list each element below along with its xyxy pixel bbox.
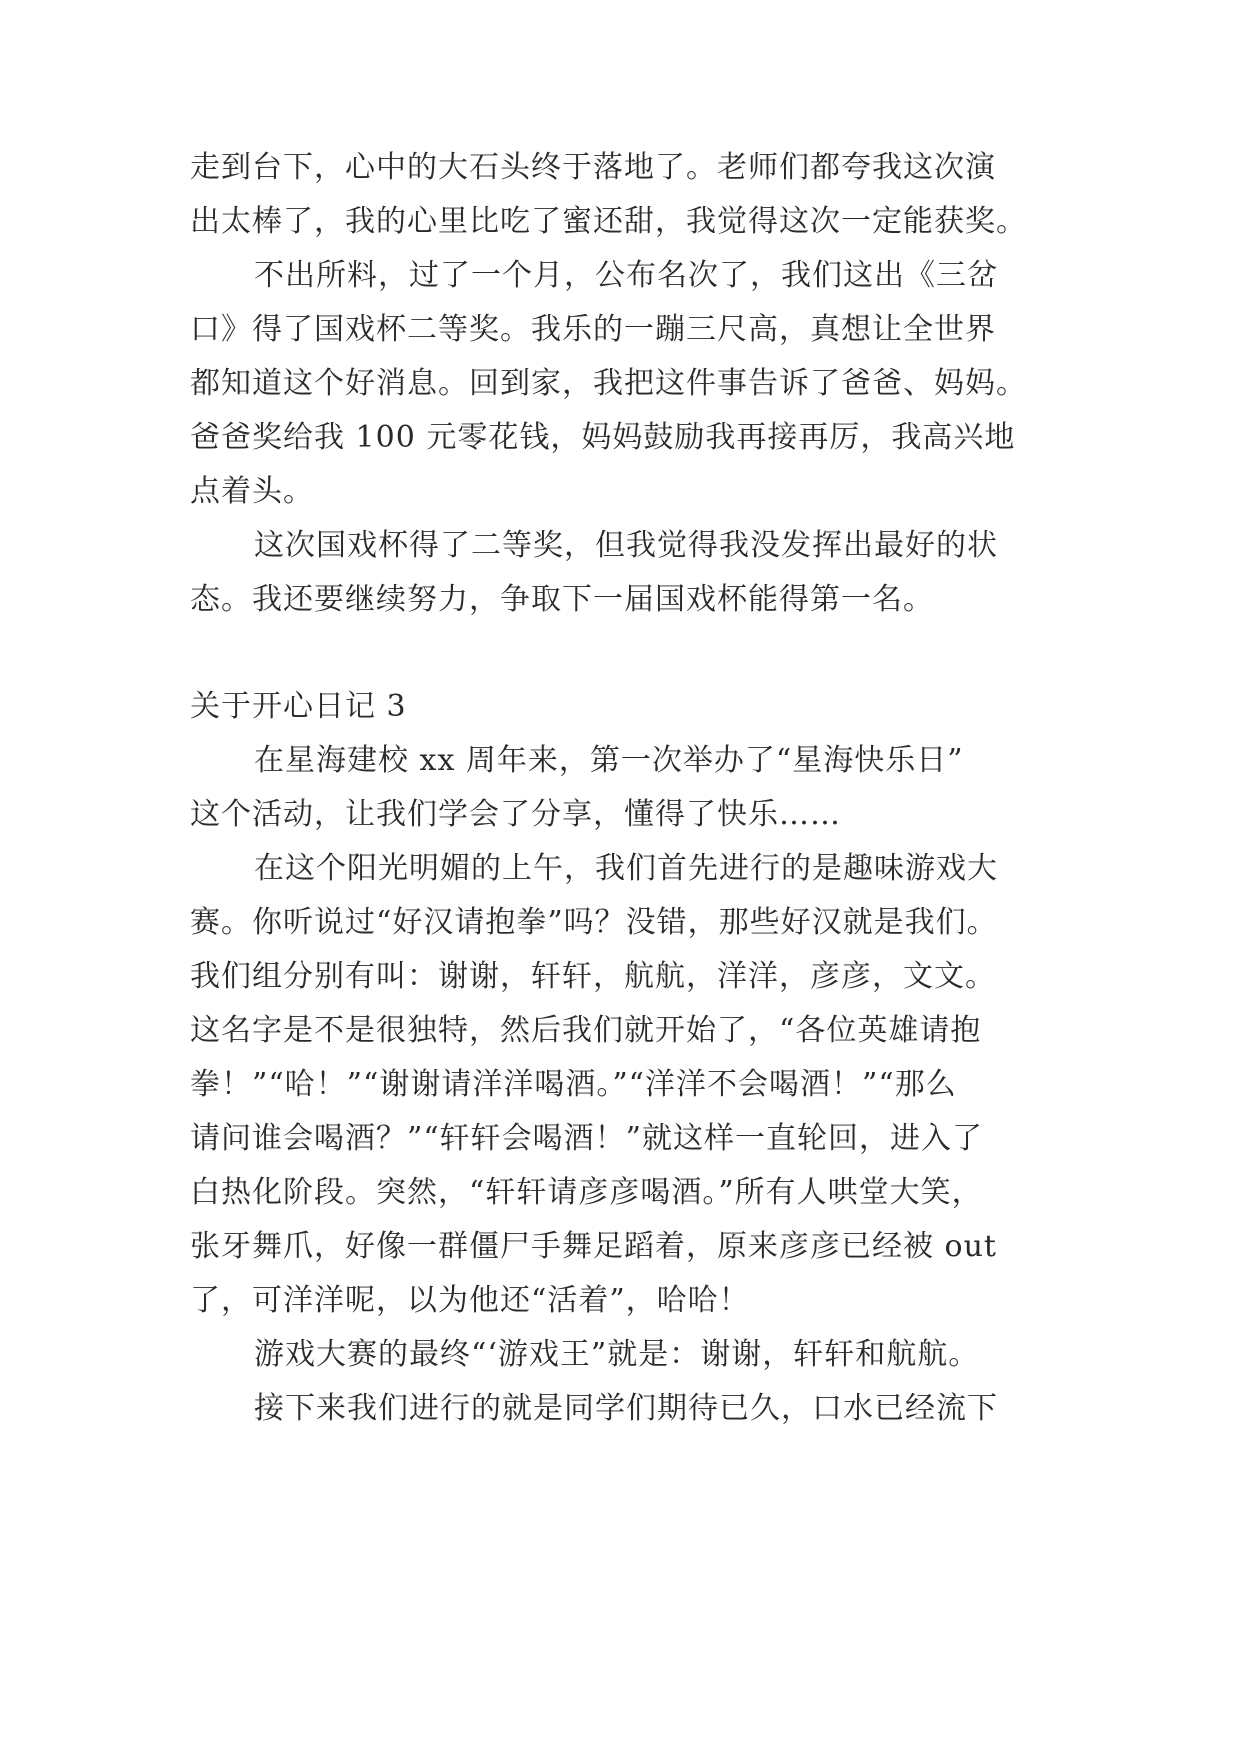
paragraph-5-line-1: 在这个阳光明媚的上午，我们首先进行的是趣味游戏大 [254, 851, 998, 886]
section-title: 关于开心日记 3 [190, 689, 407, 724]
paragraph-4-line-2: 这个活动，让我们学会了分享，懂得了快乐…… [190, 797, 841, 832]
paragraph-5-line-6: 请问谁会喝酒？”“轩轩会喝酒！”就这样一直轮回，进入了 [190, 1121, 984, 1156]
paragraph-6-line-1: 游戏大赛的最终“‘游戏王”就是：谢谢，轩轩和航航。 [254, 1337, 980, 1372]
paragraph-2-line-1: 不出所料，过了一个月，公布名次了，我们这出《三岔 [254, 258, 998, 293]
paragraph-3-line-2: 态。我还要继续努力，争取下一届国戏杯能得第一名。 [190, 582, 934, 617]
paragraph-1-line-1: 走到台下，心中的大石头终于落地了。老师们都夸我这次演 [190, 150, 996, 185]
paragraph-7-line-1: 接下来我们进行的就是同学们期待已久，口水已经流下 [254, 1391, 998, 1426]
paragraph-4-line-1: 在星海建校 xx 周年来，第一次举办了“星海快乐日” [254, 743, 964, 778]
paragraph-5-line-8: 张牙舞爪，好像一群僵尸手舞足蹈着，原来彦彦已经被 out [190, 1229, 997, 1264]
paragraph-5-line-5: 拳！”“哈！”“谢谢请洋洋喝酒。”“洋洋不会喝酒！”“那么 [190, 1067, 957, 1102]
paragraph-5-line-9: 了，可洋洋呢，以为他还“活着”，哈哈！ [190, 1283, 750, 1318]
paragraph-2-line-4: 爸爸奖给我 100 元零花钱，妈妈鼓励我再接再厉，我高兴地 [190, 420, 1016, 455]
paragraph-3-line-1: 这次国戏杯得了二等奖，但我觉得我没发挥出最好的状 [254, 528, 998, 563]
paragraph-2-line-5: 点着头。 [190, 474, 314, 509]
paragraph-2-line-2: 口》得了国戏杯二等奖。我乐的一蹦三尺高，真想让全世界 [190, 312, 996, 347]
paragraph-5-line-3: 我们组分别有叫：谢谢，轩轩，航航，洋洋，彦彦，文文。 [190, 959, 996, 994]
paragraph-5-line-2: 赛。你听说过“好汉请抱拳”吗？没错，那些好汉就是我们。 [190, 905, 998, 940]
paragraph-5-line-7: 白热化阶段。突然，“轩轩请彦彦喝酒。”所有人哄堂大笑， [190, 1175, 983, 1210]
paragraph-2-line-3: 都知道这个好消息。回到家，我把这件事告诉了爸爸、妈妈。 [190, 366, 1027, 401]
paragraph-1-line-2: 出太棒了，我的心里比吃了蜜还甜，我觉得这次一定能获奖。 [190, 204, 1027, 239]
paragraph-5-line-4: 这名字是不是很独特，然后我们就开始了，“各位英雄请抱 [190, 1013, 982, 1048]
